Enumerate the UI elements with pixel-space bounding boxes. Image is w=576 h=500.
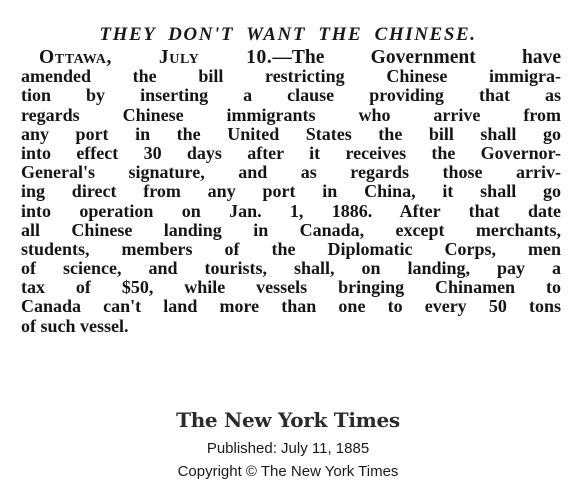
copyright-notice: Copyright © The New York Times xyxy=(177,463,399,480)
article-line: into effect 30 days after it receives the Governor- xyxy=(21,143,561,163)
article-line: of such vessel. xyxy=(21,316,129,336)
article-line: students, members of the Diplomatic Corps, men xyxy=(21,239,561,259)
article-body xyxy=(21,48,561,336)
article-line: General's signature, and as regards those arriv- xyxy=(21,163,561,183)
published-date: Published: July 11, 1885 xyxy=(206,440,370,457)
article-dateline: Ottawa, July 10. xyxy=(39,48,273,68)
article-line: all Chinese landing in Canada, except merchants, xyxy=(21,220,561,240)
article-line: Canada can't land more than one to every 50 tons xyxy=(21,297,561,317)
nyt-masthead-logo: The New York Times xyxy=(176,408,400,432)
article-line: any port in the United States the bill shall go xyxy=(21,124,561,144)
article-line: amended the bill restricting Chinese immigra- xyxy=(21,67,561,87)
article-first-line xyxy=(21,48,561,67)
article-headline: THEY DON'T WANT THE CHINESE. xyxy=(99,24,477,45)
article-lead-text: —The Government have xyxy=(272,48,561,68)
article-line: tion by inserting a clause providing that as xyxy=(21,86,561,106)
article-line: ing direct from any port in China, it shall go xyxy=(21,182,561,202)
article-line: of science, and tourists, shall, on landing, pay a xyxy=(21,259,561,279)
article-line: tax of $50, while vessels bringing Chinamen to xyxy=(21,278,561,298)
article-line: regards Chinese immigrants who arrive from xyxy=(21,105,561,125)
article-line: into operation on Jan. 1, 1886. After that date xyxy=(21,201,561,221)
